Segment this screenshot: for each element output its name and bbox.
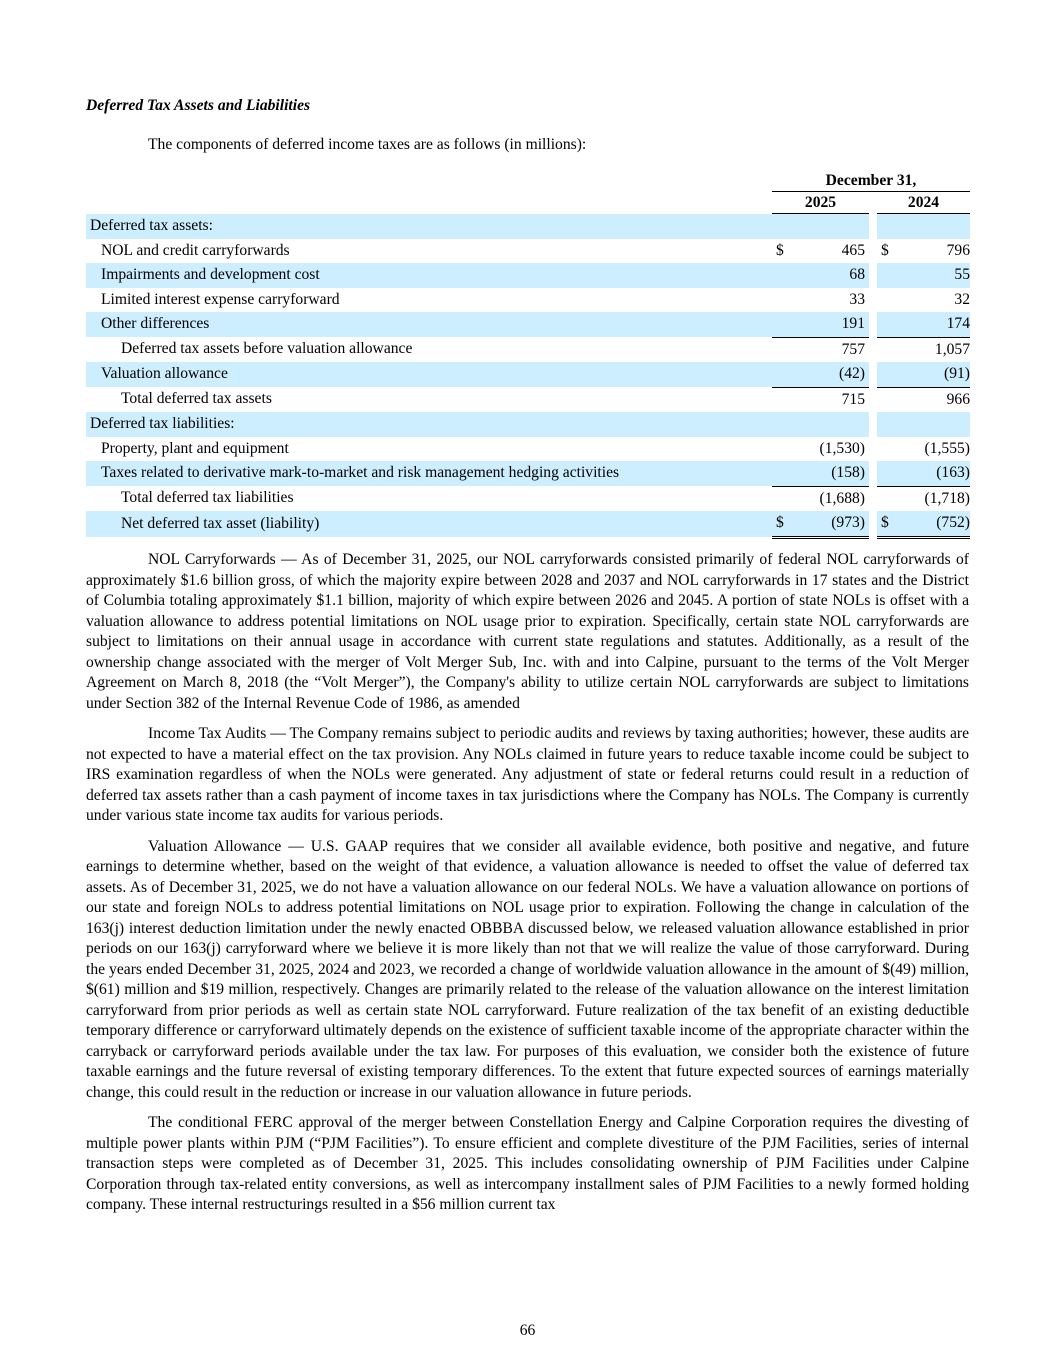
value-2025 bbox=[800, 412, 865, 437]
currency-2024 bbox=[877, 362, 905, 387]
currency-2025 bbox=[772, 437, 800, 462]
table-row bbox=[86, 511, 970, 537]
row-label: Property, plant and equipment bbox=[101, 439, 289, 457]
table-row bbox=[86, 288, 970, 313]
value-2024 bbox=[905, 214, 970, 239]
deferred-tax-table bbox=[86, 170, 970, 539]
table-row bbox=[86, 263, 970, 288]
table-row bbox=[86, 412, 970, 437]
paragraph: Income Tax Audits — The Company remains subject to periodic audits and reviews by taxing authorities; however, these audits are not expected to have a material effect on the tax provision. Any NOLs claimed in future years to reduce taxable income could be subject to IRS examination regardless of when the NOLs were generated. Any adjustment of state or federal returns could result in a reduction of deferred tax assets rather than a cash payment of income taxes in tax jurisdictions where the Company has NOLs. The Company is currently under various state income tax audits for various periods. bbox=[86, 725, 969, 824]
currency-2024: $ bbox=[877, 511, 905, 537]
row-label: Deferred tax assets: bbox=[86, 214, 772, 239]
currency-2024 bbox=[877, 461, 905, 486]
currency-2024: $ bbox=[881, 241, 889, 259]
value-2024: 1,057 bbox=[934, 340, 970, 358]
table-row bbox=[86, 239, 970, 264]
value-2025: (158) bbox=[800, 461, 865, 486]
currency-2025 bbox=[772, 337, 800, 362]
value-2024: 966 bbox=[946, 390, 970, 408]
row-label: Valuation allowance bbox=[86, 362, 772, 387]
value-2024: 796 bbox=[946, 241, 970, 259]
value-2024: 174 bbox=[905, 312, 970, 337]
page-number: 66 bbox=[519, 1322, 536, 1339]
value-2025: 715 bbox=[841, 390, 865, 408]
year-header-2024: 2024 bbox=[877, 192, 970, 214]
table-row bbox=[86, 486, 970, 511]
value-2024: (163) bbox=[905, 461, 970, 486]
row-label: Impairments and development cost bbox=[86, 263, 772, 288]
value-2024: (752) bbox=[905, 511, 970, 537]
currency-2025 bbox=[772, 461, 800, 486]
value-2025: (1,530) bbox=[819, 439, 865, 457]
value-2024: (1,555) bbox=[924, 439, 970, 457]
table-row bbox=[86, 362, 970, 387]
currency-2024 bbox=[877, 312, 905, 337]
paragraph: NOL Carryforwards — As of December 31, 2025, our NOL carryforwards consisted primarily of federal NOL carryforwards of approximately $1.6 billion gross, of which the majority expire between 2028 and 2037 and NOL carryforwards in 17 states and the District of Columbia totaling approximately $1.1 billion, majority of which expire between 2026 and 2045. A portion of state NOLs is offset with a valuation allowance to address potential limitations on NOL usage prior to expiration. Specifically, certain state NOL carryforwards are subject to limitations on their annual usage in accordance with current state regulations and statutes. Additionally, as a result of the ownership change associated with the merger of Volt Merger Sub, Inc. with and into Calpine, pursuant to the terms of the Volt Merger Agreement on March 8, 2018 (the “Volt Merger”), the Company's ability to utilize certain NOL carryforwards are subject to limitations under Section 382 of the Internal Revenue Code of 1986, as amended bbox=[86, 551, 969, 712]
currency-2025: $ bbox=[776, 241, 784, 259]
value-2025 bbox=[800, 214, 865, 239]
currency-2025 bbox=[772, 362, 800, 387]
row-label: NOL and credit carryforwards bbox=[101, 241, 290, 259]
value-2025: 33 bbox=[849, 290, 865, 308]
currency-2024 bbox=[877, 263, 905, 288]
row-label: Other differences bbox=[86, 312, 772, 337]
value-2025: 757 bbox=[841, 340, 865, 358]
value-2024 bbox=[905, 412, 970, 437]
currency-2024 bbox=[877, 288, 905, 313]
table-row bbox=[86, 214, 970, 239]
currency-2025 bbox=[772, 214, 800, 239]
paragraph: The conditional FERC approval of the merger between Constellation Energy and Calpine Corporation requires the divesting of multiple power plants within PJM (“PJM Facilities”). To ensure efficient and complete divestiture of the PJM Facilities, series of internal transaction steps were completed as of December 31, 2025. This includes consolidating ownership of PJM Facilities under Calpine Corporation through tax-related entity conversions, as well as intercompany installment sales of PJM Facilities to a newly formed holding company. These internal restructurings resulted in a $56 million current tax bbox=[86, 1114, 969, 1213]
currency-2024 bbox=[877, 412, 905, 437]
value-2024: (91) bbox=[905, 362, 970, 387]
currency-2025: $ bbox=[772, 511, 800, 537]
row-label: Deferred tax assets before valuation allowance bbox=[121, 340, 413, 358]
table-row bbox=[86, 312, 970, 337]
section-heading: Deferred Tax Assets and Liabilities bbox=[86, 97, 311, 114]
row-label: Deferred tax liabilities: bbox=[86, 412, 772, 437]
currency-2024 bbox=[877, 337, 905, 362]
table-row bbox=[86, 337, 970, 362]
table-row bbox=[86, 461, 970, 486]
value-2025: 191 bbox=[800, 312, 865, 337]
value-2025: (42) bbox=[800, 362, 865, 387]
currency-2025 bbox=[772, 263, 800, 288]
value-2024: (1,718) bbox=[924, 489, 970, 507]
intro-text: The components of deferred income taxes are as follows (in millions): bbox=[148, 136, 587, 153]
currency-2024 bbox=[877, 486, 905, 511]
value-2025: 68 bbox=[800, 263, 865, 288]
currency-2024 bbox=[877, 214, 905, 239]
currency-2025 bbox=[772, 412, 800, 437]
year-header-2025: 2025 bbox=[772, 192, 869, 214]
value-2025: (1,688) bbox=[819, 489, 865, 507]
body-text bbox=[86, 550, 969, 1226]
row-label: Net deferred tax asset (liability) bbox=[86, 511, 772, 537]
row-label: Taxes related to derivative mark-to-market and risk management hedging activities bbox=[86, 461, 772, 486]
currency-2024 bbox=[877, 437, 905, 462]
row-label: Total deferred tax liabilities bbox=[121, 489, 294, 507]
currency-2025 bbox=[772, 312, 800, 337]
value-2025: (973) bbox=[800, 511, 865, 537]
paragraph: Valuation Allowance — U.S. GAAP requires that we consider all available evidence, both positive and negative, and future earnings to determine whether, based on the weight of that evidence, a valuation allowance is needed to offset the value of deferred tax assets. As of December 31, 2025, we do not have a valuation allowance on our federal NOLs. We have a valuation allowance on portions of our state and foreign NOLs to address potential limitations on NOL usage prior to expiration. Following the change in calculation of the 163(j) interest deduction limitation under the newly enacted OBBBA discussed below, we released valuation allowance established in prior periods on our 163(j) carryforward where we believe it is more likely than not that we will realize the value of those carryforward. During the years ended December 31, 2025, 2024 and 2023, we recorded a change of worldwide valuation allowance in the amount of $(49) million, $(61) million and $19 million, respectively. Changes are primarily related to the release of the valuation allowance on the interest limitation carryforward from prior periods as well as certain state NOL carryforward. Future realization of the tax benefit of an existing deductible temporary difference or carryforward ultimately depends on the existence of sufficient taxable income of the appropriate character within the carryback or carryforward periods available under the tax law. For purposes of this evaluation, we consider both the existence of future taxable earnings and the future reversal of existing temporary differences. To the extent that future expected sources of earnings materially change, this could result in the reduction or increase in our valuation allowance in future periods. bbox=[86, 837, 969, 1101]
currency-2025 bbox=[772, 288, 800, 313]
period-header: December 31, bbox=[772, 170, 970, 192]
value-2024: 55 bbox=[905, 263, 970, 288]
currency-2025 bbox=[772, 486, 800, 511]
value-2025: 465 bbox=[841, 241, 865, 259]
table-row bbox=[86, 387, 970, 412]
currency-2024 bbox=[877, 387, 905, 412]
currency-2025 bbox=[772, 387, 800, 412]
value-2024: 32 bbox=[954, 290, 970, 308]
row-label: Limited interest expense carryforward bbox=[101, 290, 340, 308]
row-label: Total deferred tax assets bbox=[121, 390, 272, 408]
table-row bbox=[86, 437, 970, 462]
